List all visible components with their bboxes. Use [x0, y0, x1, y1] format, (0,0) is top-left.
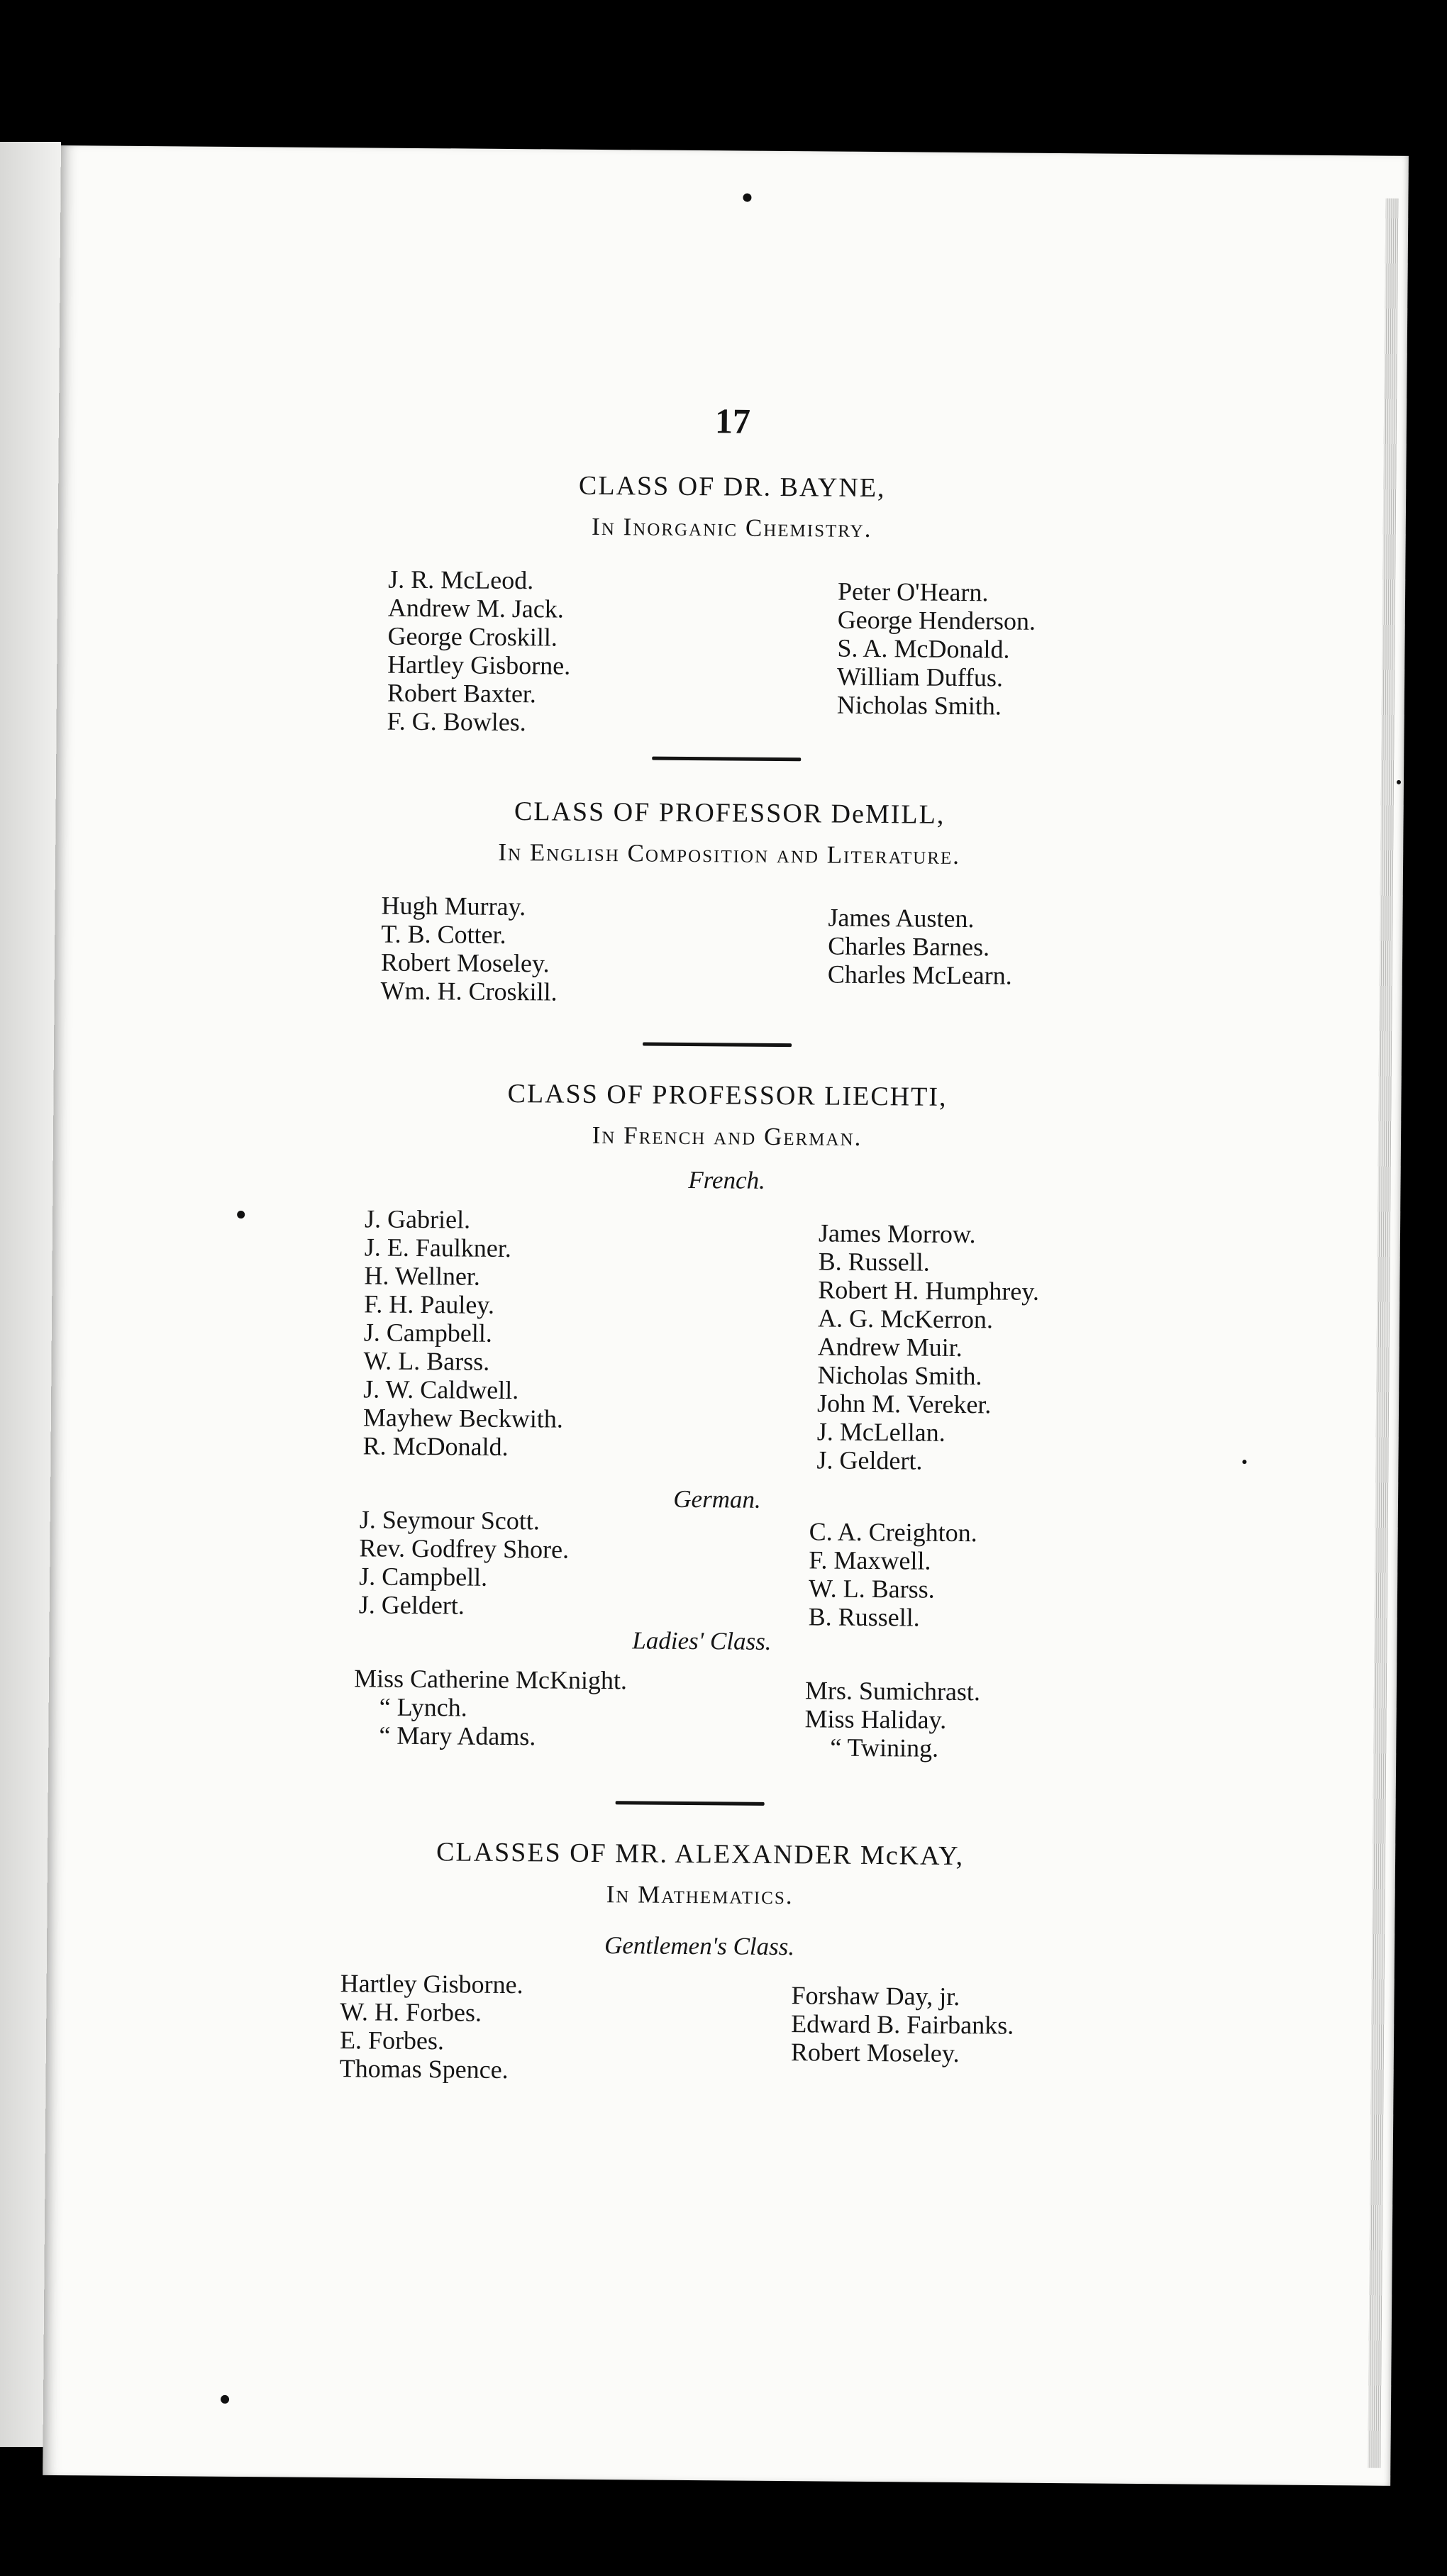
mckay-left-list — [340, 1969, 523, 2084]
list-item: T. B. Cotter. — [381, 919, 506, 949]
french-label: French. — [688, 1165, 765, 1194]
list-item: Edward B. Fairbanks. — [791, 2009, 1014, 2040]
list-item: J. E. Faulkner. — [364, 1233, 511, 1263]
list-item: J. W. Caldwell. — [363, 1375, 519, 1405]
list-item: B. Russell. — [808, 1602, 920, 1632]
list-item: J. Geldert. — [358, 1590, 465, 1620]
mckay-right-list — [791, 1981, 1014, 2067]
list-item: J. Campbell. — [359, 1562, 488, 1592]
ink-speck — [237, 1211, 245, 1218]
list-item: A. G. McKerron. — [817, 1304, 994, 1334]
list-item: W. L. Barss. — [808, 1574, 935, 1604]
demill-left-list — [380, 892, 558, 1006]
list-item: “ Twining. — [830, 1733, 939, 1762]
list-item: J. Geldert. — [816, 1445, 923, 1475]
list-item: Charles Barnes. — [828, 931, 990, 962]
list-item: “ Lynch. — [379, 1692, 467, 1722]
list-item: James Austen. — [828, 903, 975, 933]
french-left-list — [362, 1204, 565, 1461]
gentlemen-label: Gentlemen's Class. — [604, 1931, 795, 1961]
list-item: “ Mary Adams. — [379, 1721, 536, 1751]
list-item: Miss Haliday. — [804, 1704, 947, 1734]
list-item: J. Campbell. — [363, 1318, 493, 1348]
list-item: John M. Vereker. — [816, 1389, 992, 1419]
list-item: J. Gabriel. — [364, 1204, 471, 1234]
list-item: Hugh Murray. — [381, 891, 526, 921]
liechti-subject: In French and German. — [592, 1121, 863, 1151]
ladies-label: Ladies' Class. — [632, 1626, 772, 1655]
french-right-list — [816, 1218, 1039, 1475]
liechti-heading: CLASS OF PROFESSOR LIECHTI, — [507, 1078, 948, 1112]
list-item: Hartley Gisborne. — [340, 1969, 523, 1999]
list-item: R. McDonald. — [362, 1431, 509, 1462]
list-item: Nicholas Smith. — [836, 690, 1002, 721]
list-item: J. R. McLeod. — [388, 565, 534, 595]
list-item: Wm. H. Croskill. — [380, 976, 558, 1006]
list-item: Andrew M. Jack. — [387, 593, 564, 623]
list-item: Miss Catherine McKnight. — [353, 1664, 628, 1695]
document-page — [43, 145, 1409, 2486]
german-left-list — [359, 1505, 570, 1620]
list-item: Forshaw Day, jr. — [791, 1981, 960, 2011]
list-item: Charles McLearn. — [827, 960, 1012, 990]
list-item: Hartley Gisborne. — [387, 650, 571, 680]
bayne-right-list — [837, 577, 1036, 721]
list-item: George Henderson. — [837, 605, 1036, 635]
demill-heading: CLASS OF PROFESSOR DeMILL, — [514, 796, 946, 830]
list-item: F. Maxwell. — [809, 1545, 931, 1575]
list-item: Robert Baxter. — [387, 678, 537, 709]
bayne-heading: CLASS OF DR. BAYNE, — [578, 470, 886, 504]
list-item: Robert Moseley. — [380, 948, 550, 978]
list-item: W. L. Barss. — [363, 1346, 490, 1376]
list-item: Robert H. Humphrey. — [818, 1275, 1040, 1306]
list-item: E. Forbes. — [339, 2026, 445, 2055]
list-item: Thomas Spence. — [339, 2054, 509, 2084]
list-item: James Morrow. — [818, 1218, 976, 1249]
list-item: S. A. McDonald. — [837, 633, 1010, 664]
section-divider — [652, 757, 801, 762]
list-item: George Croskill. — [387, 621, 558, 652]
list-item: B. Russell. — [818, 1247, 930, 1277]
demill-right-list — [828, 904, 1013, 990]
section-divider — [643, 1042, 792, 1047]
ink-speck — [1242, 1460, 1246, 1464]
section-divider — [616, 1801, 765, 1806]
list-item: Andrew Muir. — [817, 1332, 963, 1362]
ink-speck — [743, 194, 751, 202]
list-item: F. H. Pauley. — [364, 1289, 495, 1319]
list-item: Mayhew Beckwith. — [362, 1403, 564, 1433]
list-item: Rev. Godfrey Shore. — [359, 1533, 570, 1564]
list-item: C. A. Creighton. — [809, 1517, 977, 1548]
list-item: Mrs. Sumichrast. — [804, 1676, 981, 1706]
demill-subject: In English Composition and Literature. — [498, 838, 961, 870]
list-item: William Duffus. — [836, 662, 1004, 692]
german-label: German. — [673, 1484, 761, 1514]
list-item: J. Seymour Scott. — [359, 1505, 540, 1536]
list-item: H. Wellner. — [364, 1261, 481, 1291]
list-item: W. H. Forbes. — [340, 1997, 482, 2027]
bayne-subject: In Inorganic Chemistry. — [591, 512, 872, 543]
list-item: Peter O'Hearn. — [837, 577, 989, 607]
ink-speck — [1397, 780, 1401, 784]
ladies-left-list — [353, 1664, 627, 1751]
list-item: J. McLellan. — [816, 1417, 946, 1447]
mckay-heading: CLASSES OF MR. ALEXANDER McKAY, — [436, 1837, 965, 1872]
mckay-subject: In Mathematics. — [606, 1880, 794, 1910]
list-item: F. G. Bowles. — [387, 706, 526, 737]
list-item: Robert Moseley. — [790, 2038, 960, 2068]
ink-speck — [221, 2395, 229, 2404]
bayne-left-list — [387, 565, 571, 737]
german-right-list — [809, 1517, 977, 1632]
list-item: Nicholas Smith. — [817, 1360, 982, 1391]
page-number: 17 — [714, 401, 751, 441]
ladies-right-list — [804, 1676, 980, 1762]
